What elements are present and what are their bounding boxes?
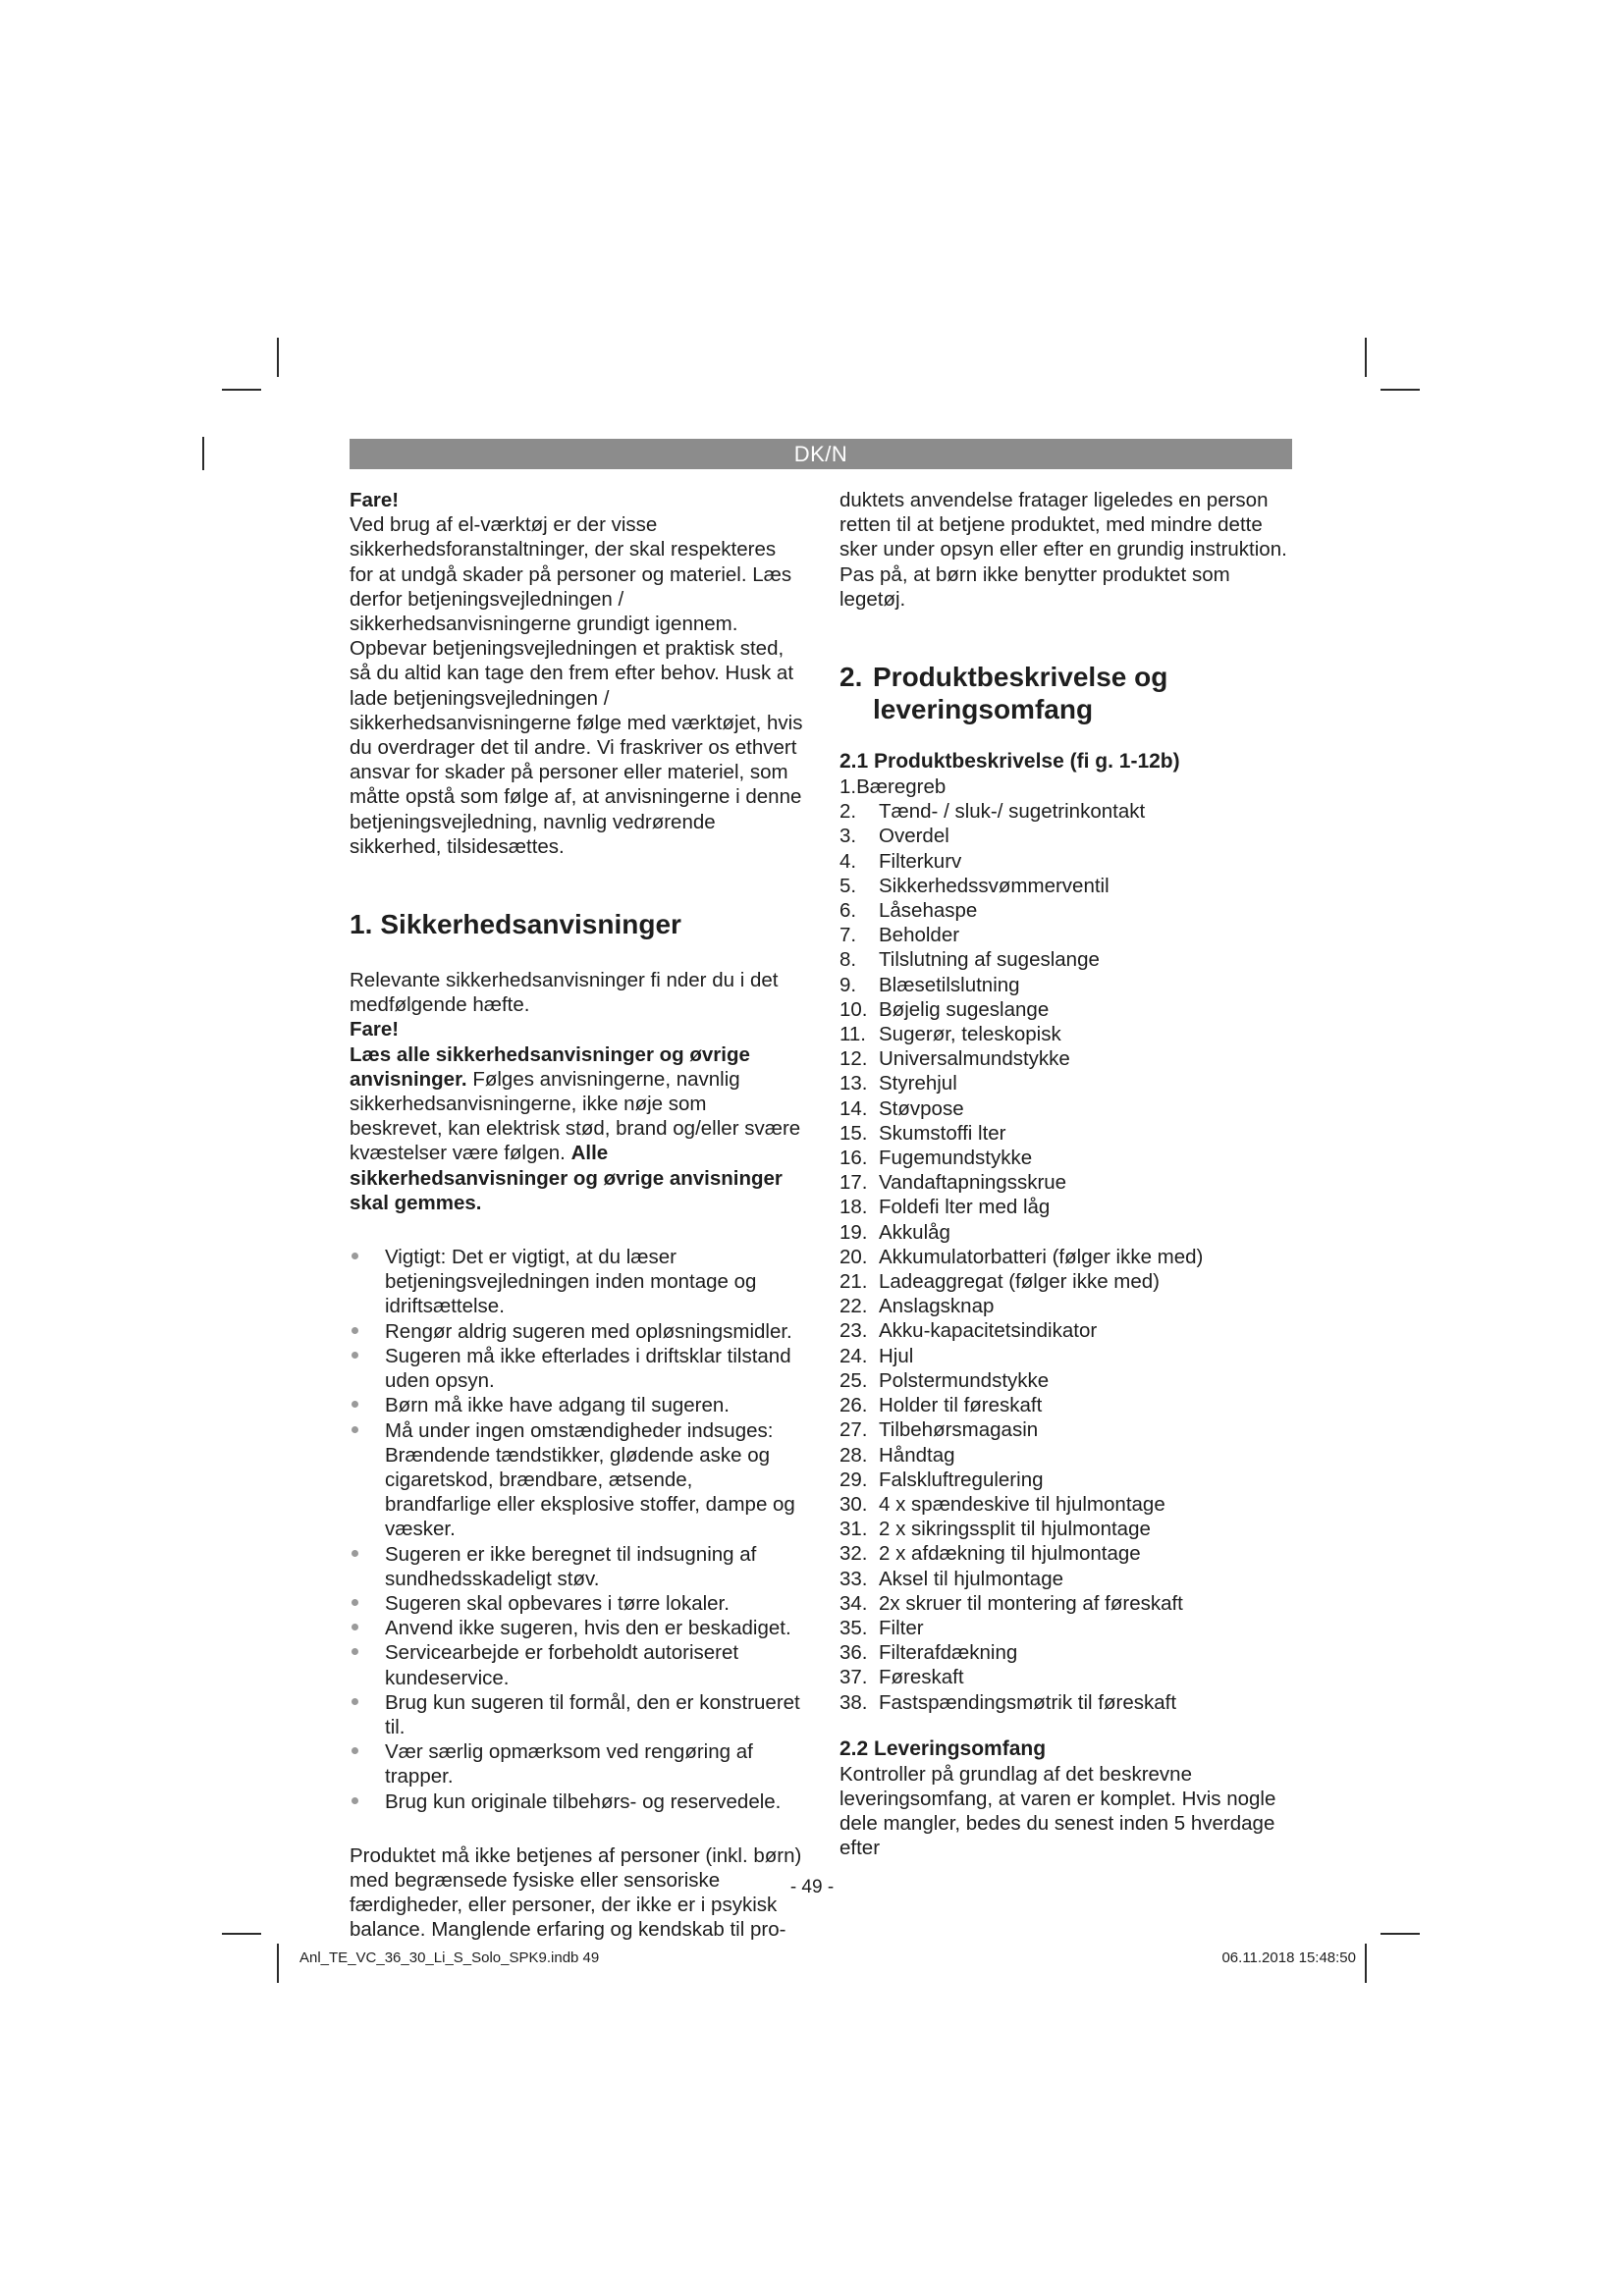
list-item: Vær særlig opmærksom ved rengøring af trapper.	[350, 1739, 803, 1789]
list-item: Sugeren skal opbevares i tørre lokaler.	[350, 1591, 803, 1616]
list-item	[839, 1616, 1293, 1640]
right-column	[839, 488, 1293, 1861]
part-label: Filterkurv	[879, 849, 962, 873]
part-label: Filterafdækning	[879, 1641, 1018, 1665]
crop-mark	[202, 437, 204, 470]
subsection-2-2-title: 2.2 Leveringsomfang	[839, 1736, 1047, 1760]
part-label: 2 x afdækning til hjulmontage	[879, 1542, 1141, 1566]
list-item	[839, 1096, 1293, 1121]
part-number: 34.	[839, 1591, 868, 1615]
list-item	[839, 1690, 1293, 1715]
part-number: 36.	[839, 1641, 868, 1665]
list-item	[839, 1146, 1293, 1170]
part-label: Tilslutning af sugeslange	[879, 948, 1100, 972]
continuation-paragraph: duktets anvendelse fratager ligeledes en person retten til at betjene produktet, med mindre dette sker under opsyn eller efter en grundig instruktion. Pas på, at børn ikke benytter produktet som legetøj.	[839, 489, 1287, 611]
read-instructions-paragraph	[350, 1042, 803, 1215]
list-item	[839, 849, 1293, 874]
keep-instructions-bold: Alle sikkerhedsanvisninger og øvrige anvisninger skal gemmes.	[350, 1142, 783, 1214]
part-label: Hjul	[879, 1344, 914, 1367]
crop-mark	[277, 1944, 279, 1983]
part-label: 2 x sikringssplit til hjulmontage	[879, 1518, 1151, 1541]
part-number: 6.	[839, 899, 857, 923]
crop-mark	[1365, 338, 1367, 377]
part-number: 3.	[839, 825, 857, 848]
part-label: Fastspændingsmøtrik til føreskaft	[879, 1690, 1177, 1714]
list-item	[839, 997, 1293, 1022]
left-column	[350, 488, 803, 1943]
part-number: 7.	[839, 924, 857, 947]
part-label: Holder til føreskaft	[879, 1394, 1043, 1417]
part-label: Skumstoffi lter	[879, 1121, 1006, 1145]
list-item	[839, 1665, 1293, 1689]
part-number: 24.	[839, 1344, 868, 1367]
list-item	[839, 1121, 1293, 1146]
list-item: Brug kun originale tilbehørs- og reservedele.	[350, 1789, 803, 1814]
part-label: Styrehjul	[879, 1072, 957, 1095]
list-item: Børn må ikke have adgang til sugeren.	[350, 1393, 803, 1417]
part-label: 4 x spændeskive til hjulmontage	[879, 1492, 1165, 1516]
list-item	[839, 1393, 1293, 1417]
part-number: 29.	[839, 1468, 868, 1491]
part-label: Filter	[879, 1616, 924, 1639]
part-number: 4.	[839, 849, 857, 873]
part-label: Støvpose	[879, 1096, 964, 1120]
part-label: Bøjelig sugeslange	[879, 997, 1050, 1021]
list-item	[839, 973, 1293, 997]
section-1-heading	[350, 908, 803, 940]
part-number: 22.	[839, 1295, 868, 1318]
part-number: 31.	[839, 1518, 868, 1541]
list-item	[839, 1071, 1293, 1095]
part-number: 10.	[839, 997, 868, 1021]
list-item	[839, 1468, 1293, 1492]
list-item	[839, 1368, 1293, 1393]
part-number: 18.	[839, 1196, 868, 1219]
list-item	[839, 1318, 1293, 1343]
list-item	[839, 1245, 1293, 1269]
warning-title: Fare!	[350, 489, 400, 511]
closing-paragraph: Produktet må ikke betjenes af personer (inkl. børn) med begrænsede fysiske eller sensoriske færdigheder, eller personer, der ikke er i psykisk balance. Manglende erfaring og kendskab til pro-	[350, 1843, 802, 1942]
part-number: 12.	[839, 1047, 868, 1071]
part-number: 14.	[839, 1096, 868, 1120]
crop-mark	[222, 1933, 261, 1935]
list-item	[839, 1443, 1293, 1468]
part-number: 25.	[839, 1368, 868, 1392]
language-header-bar	[350, 439, 1292, 469]
list-item	[839, 1492, 1293, 1517]
part-item-first: 1.Bæregreb	[839, 775, 947, 799]
part-label: Blæsetilslutning	[879, 973, 1020, 996]
part-number: 8.	[839, 948, 857, 972]
section-2-number: 2.	[839, 662, 863, 693]
crop-mark	[1365, 1944, 1367, 1983]
list-item: Vigtigt: Det er vigtigt, at du læser betjeningsvejledningen inden montage og idriftsættelse.	[350, 1245, 803, 1319]
part-label: Aksel til hjulmontage	[879, 1567, 1064, 1590]
list-item	[839, 898, 1293, 923]
part-label: Vandaftapningsskrue	[879, 1171, 1067, 1195]
part-label: Beholder	[879, 924, 960, 947]
language-label: DK/N	[793, 442, 848, 466]
part-number: 16.	[839, 1147, 868, 1170]
part-label: Tænd- / sluk-/ sugetrinkontakt	[879, 800, 1146, 824]
part-number: 11.	[839, 1023, 866, 1046]
list-item: Må under ingen omstændigheder indsuges: Brændende tændstikker, glødende aske og cigaretskod, brændbare, ætsende, brandfarlige eller eksplosive stoffer, dampe og væsker.	[350, 1418, 803, 1542]
relevant-instructions-paragraph: Relevante sikkerhedsanvisninger fi nder du i det medfølgende hæfte.	[350, 969, 779, 1017]
list-item: Sugeren er ikke beregnet til indsugning af sundhedsskadeligt støv.	[350, 1542, 803, 1591]
part-number: 13.	[839, 1072, 868, 1095]
list-item	[839, 947, 1293, 972]
part-label: Anslagsknap	[879, 1295, 995, 1318]
crop-mark	[1380, 389, 1420, 391]
part-label: Overdel	[879, 825, 949, 848]
section-2-title: Produktbeskrivelse og leveringsomfang	[873, 662, 1168, 725]
part-number: 20.	[839, 1245, 868, 1268]
section-1-number: 1.	[350, 909, 373, 940]
part-label: Sikkerhedssvømmerventil	[879, 874, 1110, 897]
list-item	[839, 1046, 1293, 1071]
part-number: 38.	[839, 1690, 868, 1714]
list-item	[839, 1591, 1293, 1616]
part-number: 15.	[839, 1121, 868, 1145]
part-label: Håndtag	[879, 1443, 955, 1467]
list-item	[839, 1195, 1293, 1219]
page-number: - 49 -	[789, 1877, 835, 1897]
list-item: Anvend ikke sugeren, hvis den er beskadiget.	[350, 1616, 803, 1640]
part-number: 9.	[839, 973, 857, 996]
list-item	[839, 1517, 1293, 1541]
part-number: 30.	[839, 1492, 868, 1516]
part-label: 2x skruer til montering af føreskaft	[879, 1591, 1183, 1615]
list-item	[839, 1640, 1293, 1665]
list-item	[839, 1417, 1293, 1442]
part-number: 32.	[839, 1542, 868, 1566]
part-label: Akkumulatorbatteri (følger ikke med)	[879, 1245, 1204, 1268]
crop-mark	[222, 389, 261, 391]
list-item	[839, 1567, 1293, 1591]
part-number: 5.	[839, 874, 857, 897]
part-label: Akku-kapacitetsindikator	[879, 1319, 1098, 1343]
part-label: Låsehaspe	[879, 899, 978, 923]
part-number: 26.	[839, 1394, 868, 1417]
list-item	[839, 799, 1293, 824]
part-number: 33.	[839, 1567, 868, 1590]
list-item	[839, 1541, 1293, 1566]
list-item	[839, 824, 1293, 848]
list-item: Rengør aldrig sugeren med opløsningsmidler.	[350, 1319, 803, 1344]
part-number: 35.	[839, 1616, 868, 1639]
part-label: Falskluftregulering	[879, 1468, 1044, 1491]
part-label: Fugemundstykke	[879, 1147, 1033, 1170]
part-label: Akkulåg	[879, 1220, 950, 1244]
list-item: Brug kun sugeren til formål, den er konstrueret til.	[350, 1690, 803, 1739]
list-item	[839, 923, 1293, 947]
delivery-paragraph: Kontroller på grundlag af det beskrevne leveringsomfang, at varen er komplet. Hvis nogle dele mangler, bedes du senest inden 5 hverdage efter	[839, 1762, 1276, 1860]
part-number: 2.	[839, 800, 857, 824]
list-item	[839, 1344, 1293, 1368]
section-2-heading	[839, 661, 1293, 725]
list-item	[839, 874, 1293, 898]
part-number: 37.	[839, 1666, 868, 1689]
safety-bullet-list	[350, 1245, 803, 1814]
subsection-2-1-title: 2.1 Produktbeskrivelse (fi g. 1-12b)	[839, 750, 1180, 774]
list-item	[839, 1269, 1293, 1294]
part-number: 23.	[839, 1319, 868, 1343]
part-number: 28.	[839, 1443, 868, 1467]
warning-title-2: Fare!	[350, 1018, 400, 1041]
part-number: 27.	[839, 1418, 868, 1442]
part-label: Foldefi lter med låg	[879, 1196, 1051, 1219]
part-number: 21.	[839, 1270, 868, 1294]
footer-date-label: 06.11.2018 15:48:50	[1221, 1949, 1356, 1966]
part-label: Ladeaggregat (følger ikke med)	[879, 1270, 1161, 1294]
part-number: 17.	[839, 1171, 868, 1195]
read-instructions-bold: Læs alle sikkerhedsanvisninger og øvrige anvisninger.	[350, 1042, 750, 1091]
footer-file-label: Anl_TE_VC_36_30_Li_S_Solo_SPK9.indb 49	[299, 1949, 600, 1966]
part-number: 19.	[839, 1220, 868, 1244]
read-instructions-text: Følges anvisningerne, navnlig sikkerhedsanvisningerne, ikke nøje som beskrevet, kan elektrisk stød, brand og/eller svære kvæstelser være følgen.	[350, 1067, 801, 1165]
crop-mark	[1380, 1933, 1420, 1935]
list-item	[839, 1170, 1293, 1195]
list-item: Sugeren må ikke efterlades i driftsklar tilstand uden opsyn.	[350, 1344, 803, 1393]
crop-mark	[277, 338, 279, 377]
list-item	[839, 1022, 1293, 1046]
list-item: Servicearbejde er forbeholdt autoriseret kundeservice.	[350, 1640, 803, 1689]
part-label: Tilbehørsmagasin	[879, 1418, 1039, 1442]
part-label: Føreskaft	[879, 1666, 964, 1689]
part-label: Sugerør, teleskopisk	[879, 1023, 1061, 1046]
part-label: Universalmundstykke	[879, 1047, 1070, 1071]
part-label: Polstermundstykke	[879, 1368, 1050, 1392]
parts-list	[839, 799, 1293, 1715]
section-1-title: Sikkerhedsanvisninger	[380, 909, 681, 940]
list-item	[839, 1294, 1293, 1318]
list-item	[839, 1220, 1293, 1245]
warning-paragraph: Ved brug af el-værktøj er der visse sikkerhedsforanstaltninger, der skal respekteres for at undgå skader på personer og materiel. Læs derfor betjeningsvejledningen / sikkerhedsanvisningerne grundigt igennem. Opbevar betjeningsvejledningen et praktisk sted, så du altid kan tage den frem efter behov. Husk at lade betjeningsvejledningen / sikkerhedsanvisningerne følge med værktøjet, hvis du overdrager det til andre. Vi fraskriver os ethvert ansvar for skader på personer eller materiel, som måtte opstå som følge af, at anvisningerne i denne betjeningsvejledning, navnlig vedrørende sikkerhed, tilsidesættes.	[350, 513, 803, 858]
